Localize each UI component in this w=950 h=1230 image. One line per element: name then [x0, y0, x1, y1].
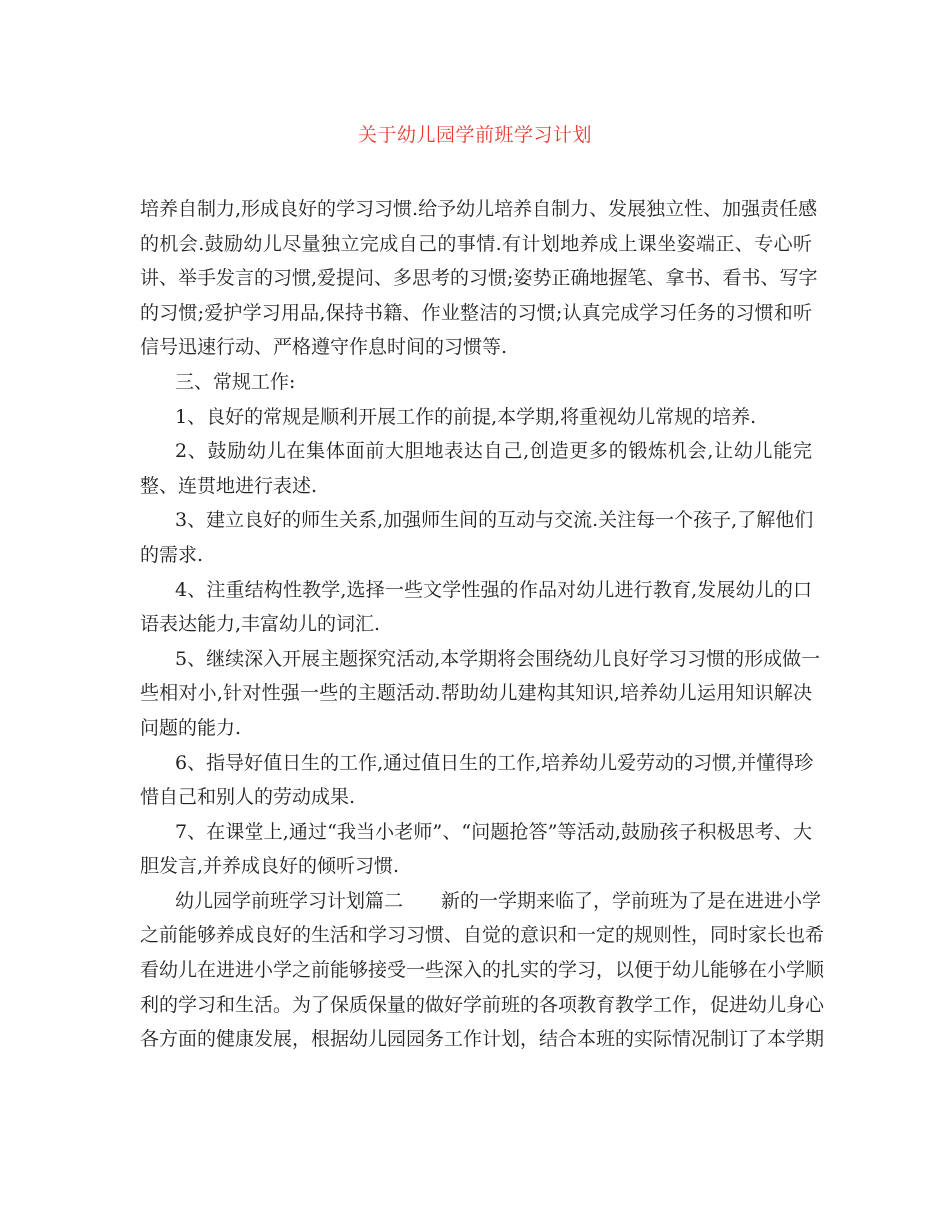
section-heading: 三、常规工作:: [175, 370, 296, 393]
text-line: 些相对小,针对性强一些的主题活动.帮助幼儿建构其知识,培养幼儿运用知识解决: [140, 682, 812, 705]
list-item: 4、注重结构性教学,选择一些文学性强的作品对幼儿进行教育,发展幼儿的口: [175, 578, 812, 601]
document-body: [140, 192, 825, 1057]
text-line: 讲、举手发言的习惯,爱提问、多思考的习惯;姿势正确地握笔、拿书、看书、写字: [140, 267, 818, 290]
text-line: 培养自制力,形成良好的学习习惯.给予幼儿培养自制力、发展独立性、加强责任感: [140, 198, 818, 220]
text-line: 看幼儿在进进小学之前能够接受一些深入的扎实的学习，以便于幼儿能够在小学顺: [140, 959, 825, 982]
text-line: 整、连贯地进行表述.: [140, 474, 318, 497]
document-title: 关于幼儿园学前班学习计划: [357, 124, 592, 146]
text-line: 问题的能力.: [140, 716, 242, 739]
text-line: 惜自己和别人的劳动成果.: [140, 786, 356, 809]
list-item: 2、鼓励幼儿在集体面前大胆地表达自己,创造更多的锻炼机会,让幼儿能完: [175, 440, 812, 463]
list-item: 7、在课堂上,通过“我当小老师”、“问题抢答”等活动,鼓励孩子积极思考、大: [175, 820, 812, 843]
text-line: 之前能够养成良好的生活和学习习惯、自觉的意识和一定的规则性，同时家长也希: [140, 924, 825, 947]
text-line: 的需求.: [140, 543, 204, 566]
text-line: 胆发言,并养成良好的倾听习惯.: [140, 855, 400, 878]
text-line: 的习惯;爱护学习用品,保持书籍、作业整洁的习惯;认真完成学习任务的习惯和听: [140, 301, 812, 324]
paragraph-start: 幼儿园学前班学习计划篇二 新的一学期来临了，学前班为了是在进进小学: [175, 889, 822, 912]
list-item: 6、指导好值日生的工作,通过值日生的工作,培养幼儿爱劳动的习惯,并懂得珍: [175, 751, 814, 774]
text-line: 利的学习和生活。为了保质保量的做好学前班的各项教育教学工作，促进幼儿身心: [140, 993, 825, 1016]
list-item: 3、建立良好的师生关系,加强师生间的互动与交流.关注每一个孩子,了解他们: [175, 509, 814, 532]
text-line: 各方面的健康发展，根据幼儿园园务工作计划，结合本班的实际情况制订了本学期: [140, 1028, 825, 1051]
text-line: 语表达能力,丰富幼儿的词汇.: [140, 613, 381, 636]
text-line: 信号迅速行动、严格遵守作息时间的习惯等.: [140, 336, 508, 359]
list-item: 5、继续深入开展主题探究活动,本学期将会围绕幼儿良好学习习惯的形成做一: [175, 647, 821, 670]
text-line: 的机会.鼓励幼儿尽量独立完成自己的事情.有计划地养成上课坐姿端正、专心听: [140, 232, 812, 255]
list-item: 1、良好的常规是顺利开展工作的前提,本学期,将重视幼儿常规的培养.: [175, 405, 757, 428]
